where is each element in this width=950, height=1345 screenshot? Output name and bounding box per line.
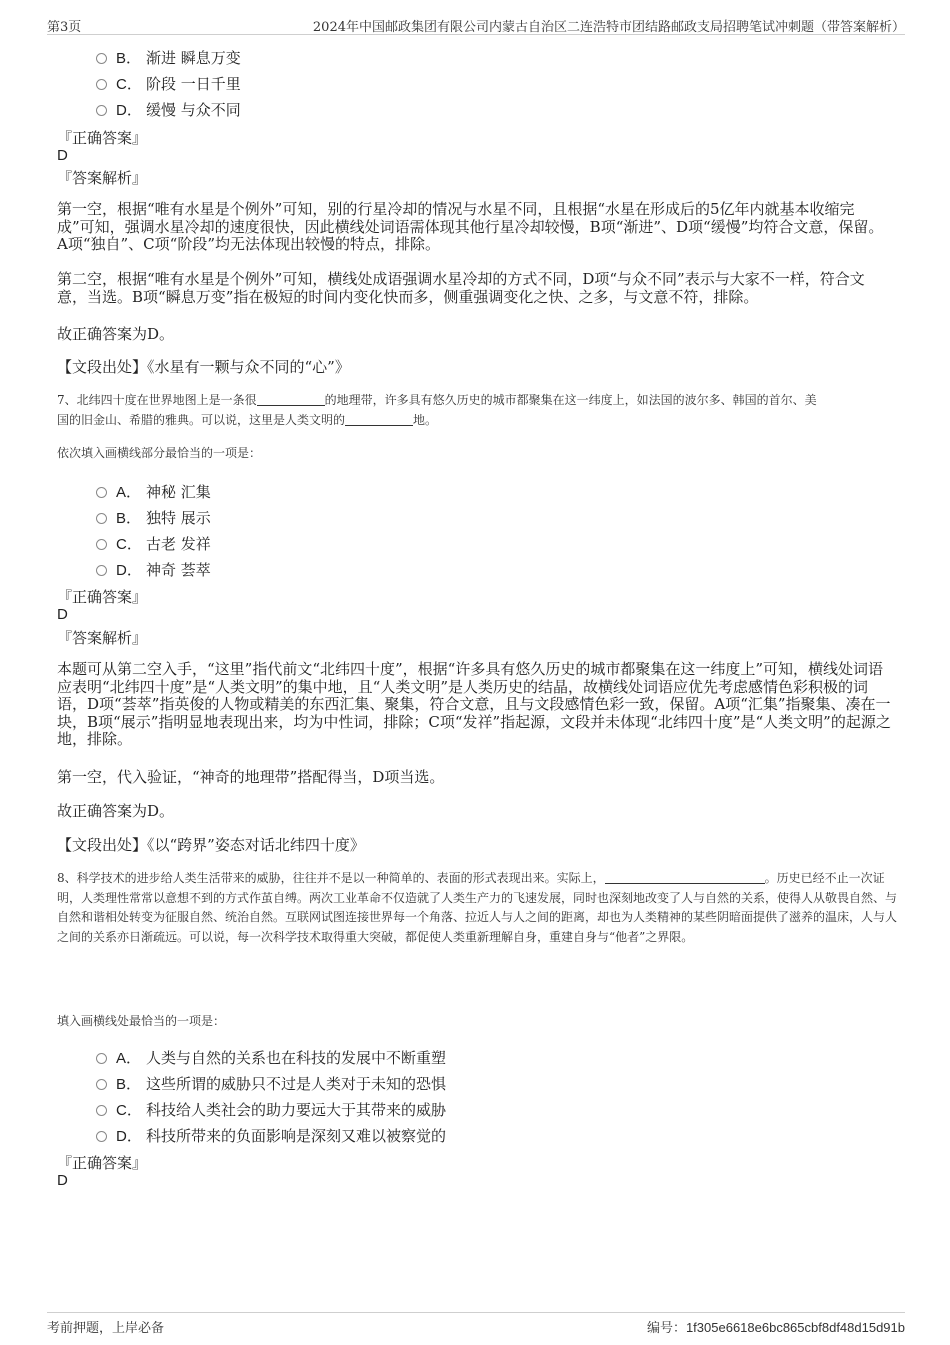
code-value: 1f305e6618e6bc865cbf8df48d15d91b (685, 1320, 905, 1335)
q6-answer: D (57, 147, 68, 164)
q8-stem-text: 8、科学技术的进步给人类生活带来的威胁，往往并不是以一种简单的、表面的形式表现出来。实际上， (57, 871, 605, 885)
q7-source: 【文段出处】《以“跨界”姿态对话北纬四十度》 (57, 836, 365, 854)
q6-option-b[interactable] (96, 47, 241, 67)
page-header (47, 14, 905, 35)
q7-stem-text: 地。 (413, 412, 438, 427)
q6-option-c[interactable] (96, 73, 241, 93)
option-text: 渐进 瞬息万变 (146, 49, 241, 67)
radio-icon[interactable] (96, 105, 107, 116)
option-text: 缓慢 与众不同 (146, 101, 241, 119)
q7-analysis-label: 『答案解析』 (57, 629, 148, 647)
option-letter: A． (116, 484, 142, 501)
q6-answer-label: 『正确答案』 (57, 129, 148, 147)
q7-stem (57, 391, 897, 430)
radio-icon[interactable] (96, 539, 107, 550)
document-title: 2024年中国邮政集团有限公司内蒙古自治区二连浩特市团结路邮政支局招聘笔试冲刺题（带答案解析） (312, 20, 905, 35)
q7-blank-2 (345, 411, 413, 426)
option-text: 神秘 汇集 (146, 483, 211, 501)
radio-icon[interactable] (96, 513, 107, 524)
document-code (647, 1317, 905, 1336)
option-text: 神奇 荟萃 (146, 561, 211, 579)
q7-blank-1 (257, 391, 325, 406)
q8-answer: D (57, 1172, 68, 1189)
radio-icon[interactable] (96, 565, 107, 576)
q7-prompt: 依次填入画横线部分最恰当的一项是： (57, 446, 262, 460)
q8-answer-label: 『正确答案』 (57, 1154, 148, 1172)
q8-option-c[interactable] (96, 1099, 446, 1119)
radio-icon[interactable] (96, 1131, 107, 1142)
footer-slogan: 考前押题，上岸必备 (47, 1321, 165, 1336)
option-letter: D． (116, 102, 142, 119)
option-text: 独特 展示 (146, 509, 211, 527)
option-letter: C． (116, 1102, 142, 1119)
option-text: 古老 发祥 (146, 535, 211, 553)
option-text: 人类与自然的关系也在科技的发展中不断重塑 (146, 1049, 447, 1067)
q7-option-d[interactable] (96, 559, 211, 579)
page-footer (47, 1312, 905, 1337)
q7-answer-label: 『正确答案』 (57, 588, 148, 606)
q8-option-d[interactable] (96, 1125, 446, 1145)
q7-option-c[interactable] (96, 533, 211, 553)
option-text: 这些所谓的威胁只不过是人类对于未知的恐惧 (146, 1075, 447, 1093)
option-letter: B． (116, 50, 142, 67)
radio-icon[interactable] (96, 1079, 107, 1090)
q7-option-a[interactable] (96, 481, 211, 501)
q7-option-b[interactable] (96, 507, 211, 527)
q7-analysis-para-2: 第一空，代入验证，“神奇的地理带”搭配得当，D项当选。 (57, 768, 445, 786)
option-letter: A． (116, 1050, 142, 1067)
q6-analysis-label: 『答案解析』 (57, 169, 148, 187)
radio-icon[interactable] (96, 487, 107, 498)
q7-answer: D (57, 606, 68, 623)
q6-source: 【文段出处】《水星有一颗与众不同的“心”》 (57, 358, 350, 376)
q7-stem-text: 国的旧金山、希腊的雅典。可以说，这里是人类文明的 (57, 412, 346, 427)
q7-stem-text: 的地理带，许多具有悠久历史的城市都聚集在这一纬度上，如法国的波尔多、韩国的首尔、美 (324, 393, 817, 407)
q8-stem (57, 869, 897, 947)
option-letter: B． (116, 1076, 142, 1093)
radio-icon[interactable] (96, 79, 107, 90)
q8-option-a[interactable] (96, 1047, 446, 1067)
q7-analysis-para-1: 本题可从第二空入手，“这里”指代前文“北纬四十度”，根据“许多具有悠久历史的城市都聚集在这一纬度上”可知，横线处词语应表明“北纬四十度”是“人类文明”的集中地，且“人类文明”是人类历史的结晶，故横线处词语应优先考虑感情色彩积极的词语，D项“荟萃”指英俊的人物或精美的东西汇集、聚集，符合文意，且与文段感情色彩一致，保留。A项“汇集”指聚集、凑在一块，B项“展示”指明显地表现出来，均为中性词，排除；C项“发祥”指起源，文段并未体现“北纬四十度”是“人类文明”的起源之地，排除。 (57, 660, 891, 748)
option-letter: C． (116, 76, 142, 93)
option-letter: B． (116, 510, 142, 527)
q6-analysis-para-1: 第一空，根据“唯有水星是个例外”可知，别的行星冷却的情况与水星不同，且根据“水星在形成后的5亿年内就基本收缩完成”可知，强调水星冷却的速度很快，因此横线处词语需体现其他行星冷却较慢，B项“渐进”、D项“缓慢”均符合文意，保留。A项“独自”、C项“阶段”均无法体现出较慢的特点，排除。 (57, 200, 884, 253)
option-letter: D． (116, 1128, 142, 1145)
option-letter: C． (116, 536, 142, 553)
q6-conclusion: 故正确答案为D。 (57, 325, 175, 343)
q8-blank (605, 869, 765, 884)
option-letter: D． (116, 562, 142, 579)
q8-stem-text: 。历史已经不止一次证明，人类理性常常以意想不到的方式作茧自缚。两次工业革命不仅造就了人类生产力的飞速发展，同时也深刻地改变了人与自然的关系，使得人从敬畏自然、与自然和谐相处转变为征服自然、统治自然。互联网试图连接世界每一个角落、拉近人与人之间的距离，却也为人类精神的某些阴暗面提供了滋养的温床，人与人之间的关系亦日渐疏远。可以说，每一次科学技术取得重大突破，都促使人类重新理解自身，重建自身与“他者”之界限。 (57, 871, 898, 944)
radio-icon[interactable] (96, 1053, 107, 1064)
radio-icon[interactable] (96, 53, 107, 64)
q8-prompt: 填入画横线处最恰当的一项是： (57, 1014, 226, 1028)
option-text: 科技给人类社会的助力要远大于其带来的威胁 (146, 1101, 447, 1119)
q6-option-d[interactable] (96, 99, 241, 119)
q6-analysis-para-2: 第二空，根据“唯有水星是个例外”可知，横线处成语强调水星冷却的方式不同，D项“与众不同”表示与大家不一样，符合文意，当选。B项“瞬息万变”指在极短的时间内变化快而多，侧重强调变化之快、之多，与文意不符，排除。 (57, 270, 865, 306)
option-text: 科技所带来的负面影响是深刻又难以被察觉的 (146, 1127, 447, 1145)
q7-conclusion: 故正确答案为D。 (57, 802, 175, 820)
option-text: 阶段 一日千里 (146, 75, 241, 93)
q8-option-b[interactable] (96, 1073, 446, 1093)
q7-stem-text: 7、北纬四十度在世界地图上是一条很 (57, 393, 257, 407)
radio-icon[interactable] (96, 1105, 107, 1116)
code-label: 编号： (646, 1321, 686, 1336)
page-number: 第3页 (47, 20, 82, 35)
